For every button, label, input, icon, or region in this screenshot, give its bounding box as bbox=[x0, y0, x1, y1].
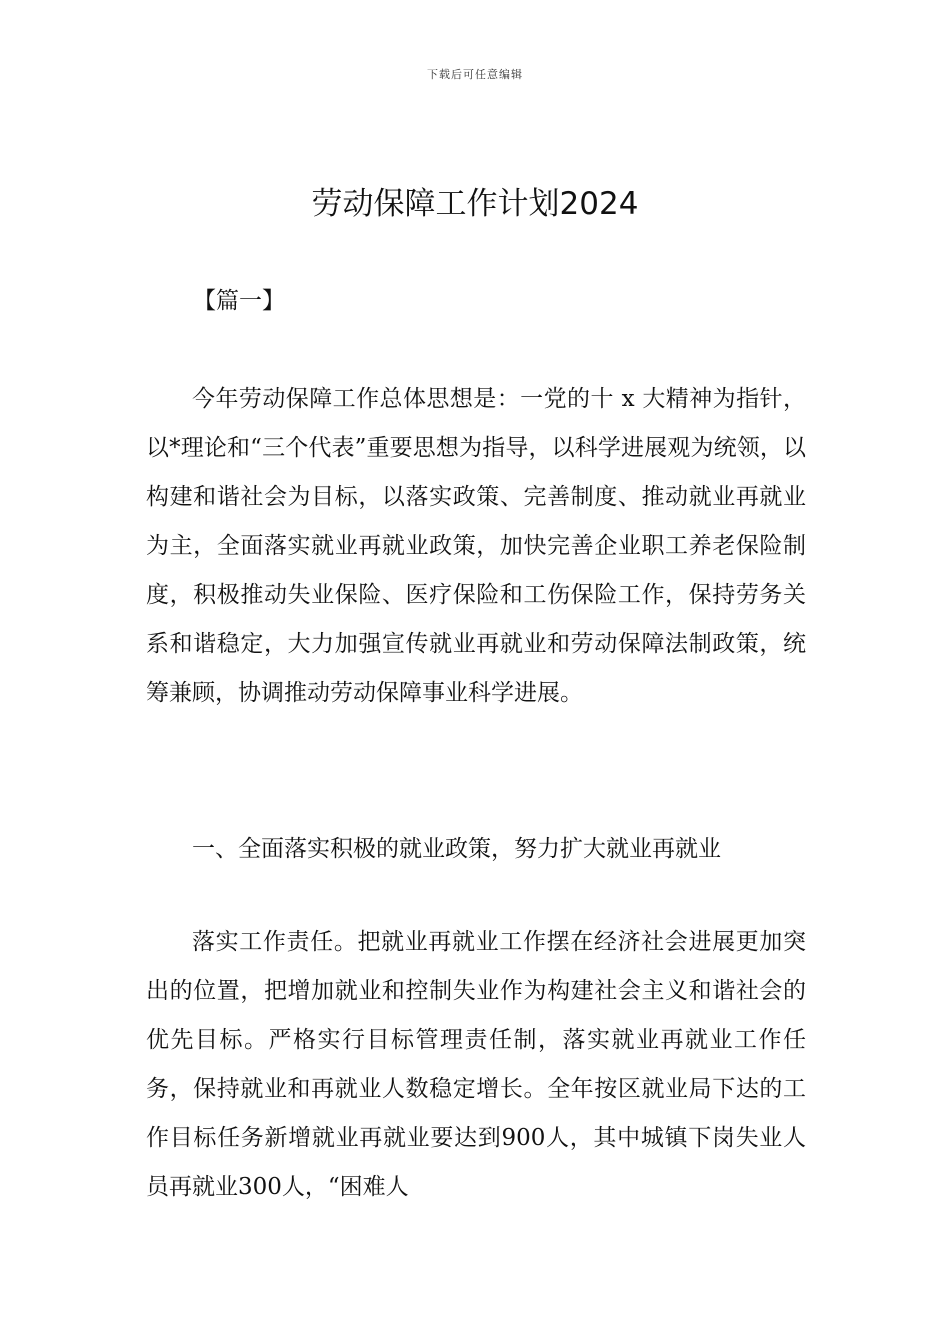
document-title: 劳动保障工作计划2024 bbox=[311, 186, 639, 222]
header-note: 下载后可任意编辑 bbox=[427, 68, 523, 81]
paragraph-responsibility: 落实工作责任。把就业再就业工作摆在经济社会进展更加突出的位置，把增加就业和控制失业作为构建社会主义和谐社会的优先目标。严格实行目标管理责任制，落实就业再就业工作任务，保持就业和再就业人数稳定增长。全年按区就业局下达的工作目标任务新增就业再就业要达到900人，其中城镇下岗失业人员再就业300人，“困难人 bbox=[146, 929, 806, 1200]
section-label: 【篇一】 bbox=[193, 288, 285, 314]
paragraph-intro: 今年劳动保障工作总体思想是：一党的十 x 大精神为指针，以*理论和“三个代表”重要思想为指导，以科学进展观为统领，以构建和谐社会为目标，以落实政策、完善制度、推动就业再就业为主，全面落实就业再就业政策，加快完善企业职工养老保险制度，积极推动失业保险、医疗保险和工伤保险工作，保持劳务关系和谐稳定，大力加强宣传就业再就业和劳动保障法制政策，统筹兼顾，协调推动劳动保障事业科学进展。 bbox=[146, 386, 806, 706]
section-heading-1: 一、全面落实积极的就业政策，努力扩大就业再就业 bbox=[192, 836, 721, 862]
